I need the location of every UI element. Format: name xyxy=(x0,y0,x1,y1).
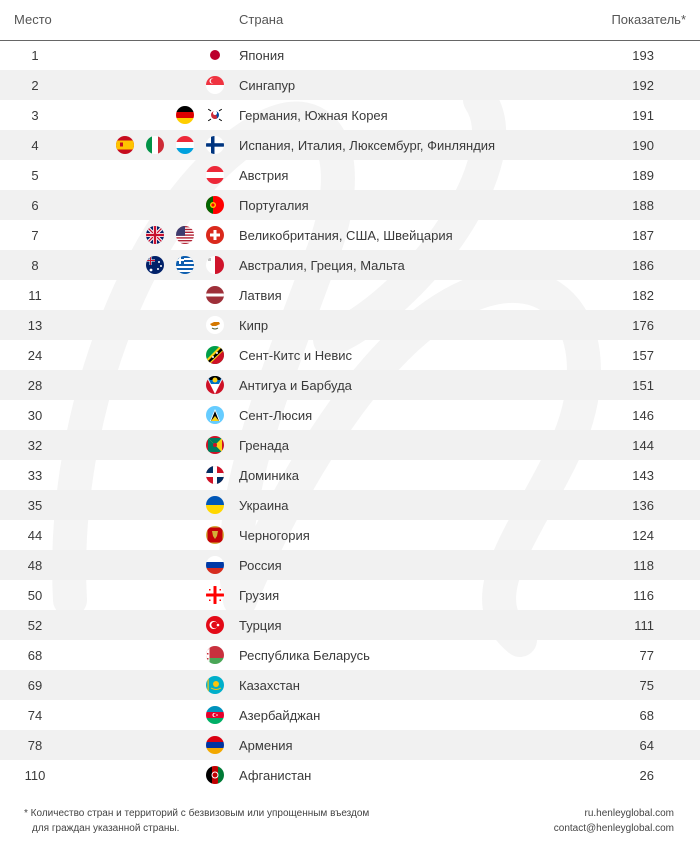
flag-lc-icon xyxy=(206,406,224,424)
flag-am-icon xyxy=(206,736,224,754)
rank-cell: 52 xyxy=(27,618,43,633)
flags-cell xyxy=(206,466,224,484)
flag-tr-icon xyxy=(206,616,224,634)
rank-cell: 44 xyxy=(27,528,43,543)
flags-cell xyxy=(206,346,224,364)
flags-cell xyxy=(146,226,224,244)
header-country: Страна xyxy=(239,12,284,27)
country-cell: Республика Беларусь xyxy=(239,648,370,663)
rank-cell: 13 xyxy=(27,318,43,333)
rank-cell: 24 xyxy=(27,348,43,363)
flag-kn-icon xyxy=(206,346,224,364)
rank-cell: 74 xyxy=(27,708,43,723)
flags-cell xyxy=(116,136,224,154)
flags-cell xyxy=(206,76,224,94)
flags-cell xyxy=(206,496,224,514)
footnote-line-2: для граждан указанной страны. xyxy=(32,823,180,834)
country-cell: Антигуа и Барбуда xyxy=(239,378,352,393)
header-score: Показатель* xyxy=(611,12,686,27)
flags-cell xyxy=(206,316,224,334)
table-row xyxy=(0,160,700,190)
table-row xyxy=(0,670,700,700)
flag-gb-icon xyxy=(146,226,164,244)
flags-cell xyxy=(206,616,224,634)
rank-cell: 11 xyxy=(28,288,42,303)
flag-au-icon xyxy=(146,256,164,274)
country-cell: Австрия xyxy=(239,168,289,183)
country-cell: Кипр xyxy=(239,318,269,333)
flags-cell xyxy=(206,46,224,64)
table-row xyxy=(0,70,700,100)
flag-cy-icon xyxy=(206,316,224,334)
flag-it-icon xyxy=(146,136,164,154)
rank-cell: 5 xyxy=(31,168,39,183)
flags-cell xyxy=(206,376,224,394)
flags-cell xyxy=(206,736,224,754)
rank-cell: 4 xyxy=(31,138,39,153)
country-cell: Грузия xyxy=(239,588,280,603)
score-cell: 124 xyxy=(632,528,654,543)
table-row xyxy=(0,130,700,160)
footnote xyxy=(24,806,369,836)
table-row xyxy=(0,340,700,370)
rank-cell: 6 xyxy=(31,198,39,213)
country-cell: Гренада xyxy=(239,438,289,453)
rank-cell: 32 xyxy=(27,438,43,453)
country-cell: Азербайджан xyxy=(239,708,321,723)
flags-cell xyxy=(206,166,224,184)
table-row xyxy=(0,310,700,340)
score-cell: 187 xyxy=(632,228,654,243)
ranking-table xyxy=(0,40,700,790)
country-cell: Сент-Люсия xyxy=(239,408,313,423)
table-row xyxy=(0,220,700,250)
rank-cell: 69 xyxy=(27,678,43,693)
table-row xyxy=(0,370,700,400)
score-cell: 118 xyxy=(633,558,654,573)
flag-ag-icon xyxy=(206,376,224,394)
flags-cell xyxy=(206,676,224,694)
table-row xyxy=(0,40,700,70)
score-cell: 64 xyxy=(639,738,654,753)
score-cell: 68 xyxy=(639,708,654,723)
flag-gr-icon xyxy=(176,256,194,274)
flag-az-icon xyxy=(206,706,224,724)
table-row xyxy=(0,430,700,460)
score-cell: 182 xyxy=(632,288,654,303)
flags-cell xyxy=(176,106,224,124)
flag-lv-icon xyxy=(206,286,224,304)
rank-cell: 68 xyxy=(27,648,43,663)
table-row xyxy=(0,700,700,730)
country-cell: Испания, Италия, Люксембург, Финляндия xyxy=(239,138,496,153)
score-cell: 157 xyxy=(632,348,654,363)
table-row xyxy=(0,610,700,640)
flags-cell xyxy=(206,556,224,574)
flags-cell xyxy=(146,256,224,274)
country-cell: Латвия xyxy=(239,288,282,303)
score-cell: 75 xyxy=(639,678,654,693)
score-cell: 151 xyxy=(632,378,654,393)
flag-lu-icon xyxy=(176,136,194,154)
score-cell: 189 xyxy=(632,168,654,183)
table-row xyxy=(0,460,700,490)
rank-cell: 3 xyxy=(31,108,39,123)
country-cell: Афганистан xyxy=(239,768,312,783)
flag-ch-icon xyxy=(206,226,224,244)
flag-at-icon xyxy=(206,166,224,184)
country-cell: Великобритания, США, Швейцария xyxy=(239,228,453,243)
flags-cell xyxy=(206,286,224,304)
table-row xyxy=(0,100,700,130)
flag-kz-icon xyxy=(206,676,224,694)
rank-cell: 50 xyxy=(27,588,43,603)
score-cell: 188 xyxy=(632,198,654,213)
table-row xyxy=(0,550,700,580)
flags-cell xyxy=(206,646,224,664)
score-cell: 111 xyxy=(634,618,654,633)
flag-ua-icon xyxy=(206,496,224,514)
rank-cell: 48 xyxy=(27,558,43,573)
rank-cell: 78 xyxy=(27,738,43,753)
rank-cell: 33 xyxy=(27,468,43,483)
score-cell: 116 xyxy=(633,588,654,603)
country-cell: Армения xyxy=(239,738,293,753)
country-cell: Германия, Южная Корея xyxy=(239,108,388,123)
rank-cell: 28 xyxy=(27,378,43,393)
flag-pt-icon xyxy=(206,196,224,214)
flag-us-icon xyxy=(176,226,194,244)
country-cell: Австралия, Греция, Мальта xyxy=(239,258,405,273)
score-cell: 186 xyxy=(632,258,654,273)
header-rank: Место xyxy=(14,12,52,27)
email-link[interactable]: contact@henleyglobal.com xyxy=(553,823,674,834)
flags-cell xyxy=(206,196,224,214)
country-cell: Португалия xyxy=(239,198,309,213)
table-row xyxy=(0,730,700,760)
flags-cell xyxy=(206,526,224,544)
website-link[interactable]: ru.henleyglobal.com xyxy=(584,808,674,819)
flag-kr-icon xyxy=(206,106,224,124)
flag-me-icon xyxy=(206,526,224,544)
table-row xyxy=(0,190,700,220)
rank-cell: 30 xyxy=(27,408,43,423)
table-row xyxy=(0,760,700,790)
country-cell: Турция xyxy=(239,618,282,633)
flags-cell xyxy=(206,766,224,784)
flag-ru-icon xyxy=(206,556,224,574)
table-row xyxy=(0,580,700,610)
rank-cell: 7 xyxy=(31,228,39,243)
rank-cell: 2 xyxy=(31,78,39,93)
footnote-line-1: * Количество стран и территорий с безвизовым или упрощенным въездом xyxy=(24,808,370,819)
score-cell: 146 xyxy=(632,408,654,423)
flag-by-icon xyxy=(206,646,224,664)
flag-sg-icon xyxy=(206,76,224,94)
country-cell: Россия xyxy=(239,558,282,573)
table-header xyxy=(0,0,700,41)
country-cell: Сент-Китс и Невис xyxy=(239,348,352,363)
table-row xyxy=(0,640,700,670)
score-cell: 193 xyxy=(632,48,654,63)
flag-ge-icon xyxy=(206,586,224,604)
flag-af-icon xyxy=(206,766,224,784)
flags-cell xyxy=(206,586,224,604)
score-cell: 192 xyxy=(632,78,654,93)
country-cell: Доминика xyxy=(239,468,300,483)
country-cell: Казахстан xyxy=(239,678,300,693)
table-row xyxy=(0,520,700,550)
table-row xyxy=(0,490,700,520)
country-cell: Украина xyxy=(239,498,289,513)
rank-cell: 1 xyxy=(31,48,39,63)
score-cell: 190 xyxy=(632,138,654,153)
rank-cell: 8 xyxy=(31,258,39,273)
table-row xyxy=(0,400,700,430)
flag-gd-icon xyxy=(206,436,224,454)
flag-mt-icon xyxy=(206,256,224,274)
flags-cell xyxy=(206,406,224,424)
table-row xyxy=(0,250,700,280)
flag-fi-icon xyxy=(206,136,224,154)
score-cell: 191 xyxy=(632,108,654,123)
score-cell: 176 xyxy=(632,318,654,333)
country-cell: Сингапур xyxy=(239,78,296,93)
flag-dm-icon xyxy=(206,466,224,484)
footer xyxy=(0,800,700,860)
score-cell: 77 xyxy=(639,648,654,663)
flag-jp-icon xyxy=(206,46,224,64)
score-cell: 143 xyxy=(632,468,654,483)
flags-cell xyxy=(206,706,224,724)
flags-cell xyxy=(206,436,224,454)
flag-de-icon xyxy=(176,106,194,124)
rank-cell: 35 xyxy=(27,498,43,513)
flag-es-icon xyxy=(116,136,134,154)
score-cell: 144 xyxy=(632,438,654,453)
contact-links xyxy=(554,806,674,836)
country-cell: Черногория xyxy=(239,528,310,543)
table-row xyxy=(0,280,700,310)
country-cell: Япония xyxy=(239,48,285,63)
score-cell: 26 xyxy=(639,768,654,783)
rank-cell: 110 xyxy=(24,768,46,783)
score-cell: 136 xyxy=(632,498,654,513)
